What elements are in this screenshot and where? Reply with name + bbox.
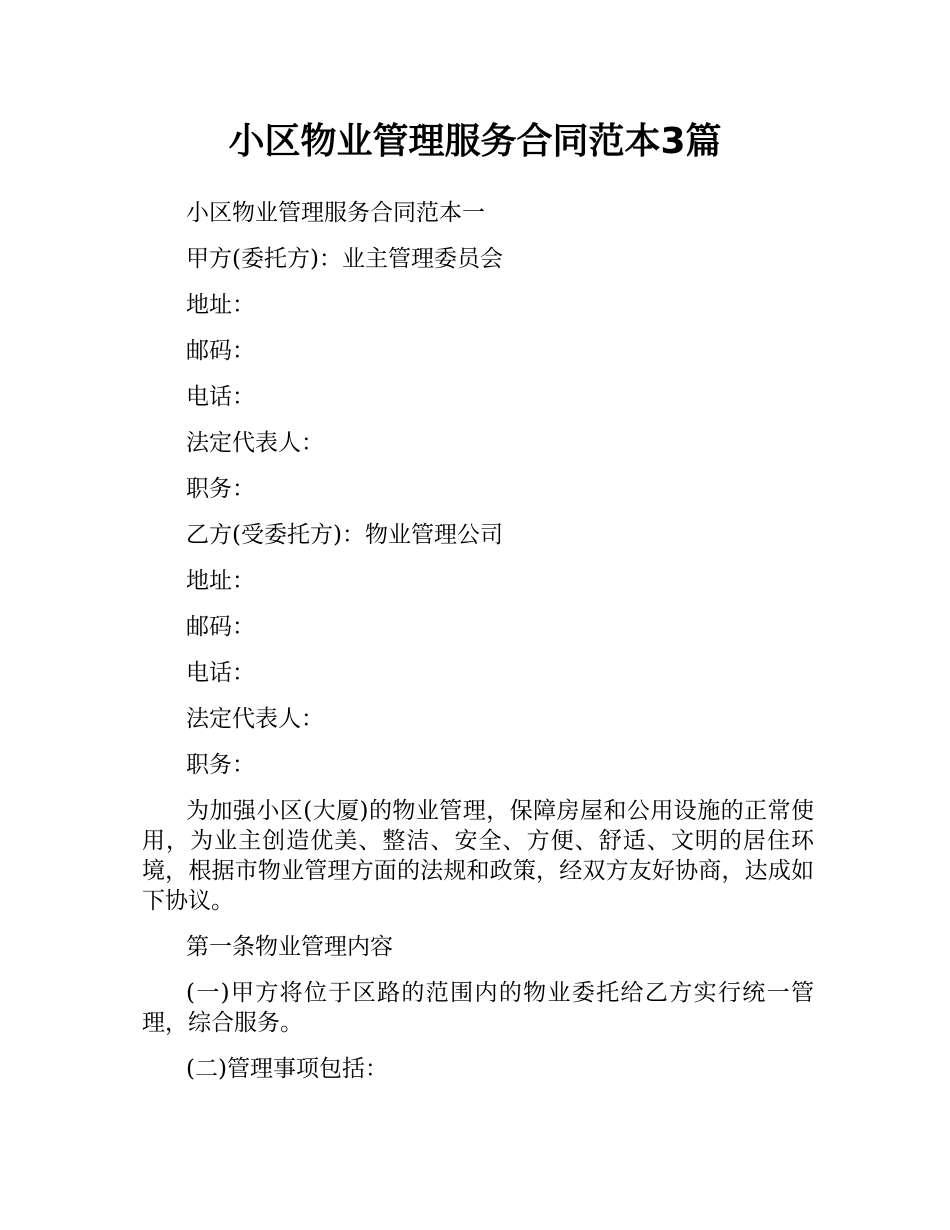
party-b-line: 乙方(受委托方)：物业管理公司: [186, 522, 503, 548]
party-a-position: 职务：: [186, 476, 255, 502]
document-body: [142, 198, 814, 1100]
document-title: 小区物业管理服务合同范本3篇: [228, 121, 722, 162]
party-b-address: 地址：: [186, 568, 255, 594]
contract-heading: 小区物业管理服务合同范本一: [186, 200, 485, 226]
party-a-phone: 电话：: [186, 384, 255, 410]
party-a-postcode: 邮码：: [186, 338, 255, 364]
article-1-clause-2: (二)管理事项包括：: [186, 1056, 388, 1082]
article-1-clause-1: (一)甲方将位于区路的范围内的物业委托给乙方实行统一管理，综合服务。: [142, 980, 814, 1036]
party-b-postcode: 邮码：: [186, 614, 255, 640]
article-1-heading: 第一条物业管理内容: [186, 934, 393, 960]
party-a-legal-rep: 法定代表人：: [186, 430, 324, 456]
party-b-legal-rep: 法定代表人：: [186, 706, 324, 732]
preamble-paragraph: 为加强小区(大厦)的物业管理，保障房屋和公用设施的正常使用，为业主创造优美、整洁、安全、方便、舒适、文明的居住环境，根据市物业管理方面的法规和政策，经双方友好协商，达成如下协议。: [142, 798, 814, 914]
party-b-phone: 电话：: [186, 660, 255, 686]
party-a-line: 甲方(委托方)：业主管理委员会: [186, 246, 503, 272]
party-a-address: 地址：: [186, 292, 255, 318]
party-b-position: 职务：: [186, 752, 255, 778]
